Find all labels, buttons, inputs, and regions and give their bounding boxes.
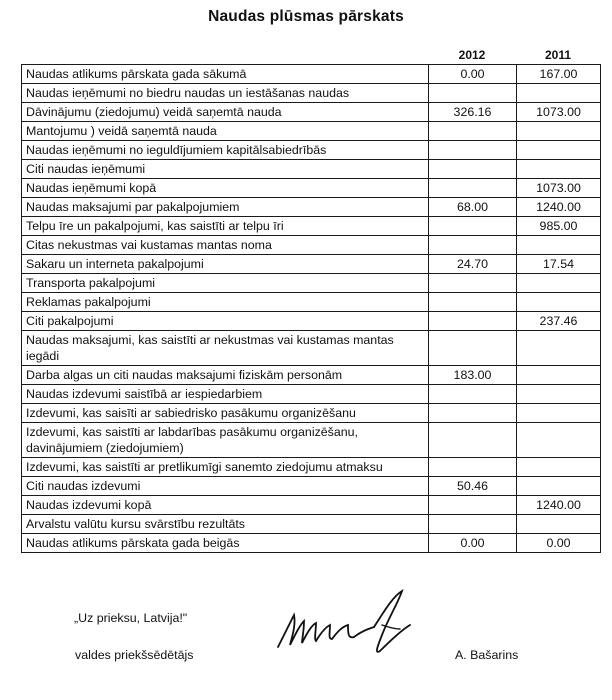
table-row <box>22 103 601 122</box>
value-2011: 1240.00 <box>517 496 601 515</box>
value-2012: 0.00 <box>429 65 517 84</box>
table-row <box>22 217 601 236</box>
row-label: Naudas maksajumi, kas saistīti ar nekustmas vai kustamas mantas iegādi <box>22 331 429 366</box>
signer-name: A. Bašarins <box>455 648 519 662</box>
table-row <box>22 404 601 423</box>
value-2012 <box>429 385 517 404</box>
value-2012 <box>429 312 517 331</box>
value-2012 <box>429 122 517 141</box>
value-2011: 17.54 <box>517 255 601 274</box>
table-row <box>22 65 601 84</box>
value-2012 <box>429 458 517 477</box>
value-2012: 24.70 <box>429 255 517 274</box>
value-2012 <box>429 274 517 293</box>
row-label: Izdevumi, kas saistīti ar labdarības pasākumu organizēšanu, davinājumiem (ziedojumiem) <box>22 423 429 458</box>
value-2012 <box>429 217 517 236</box>
value-2011: 1240.00 <box>517 198 601 217</box>
year-2012-header: 2012 <box>458 48 486 62</box>
table-row <box>22 477 601 496</box>
cash-flow-table <box>21 64 601 553</box>
year-header <box>0 48 612 64</box>
value-2011 <box>517 366 601 385</box>
row-label: Naudas ieņēmumi no biedru naudas un iestāšanas naudas <box>22 84 429 103</box>
table-row <box>22 293 601 312</box>
table-row <box>22 534 601 553</box>
cash-flow-table-body <box>22 65 601 553</box>
row-label: Izdevumi, kas saisīti ar sabiedrisko pasākumu organizēšanu <box>22 404 429 423</box>
value-2011 <box>517 458 601 477</box>
table-row <box>22 198 601 217</box>
value-2011: 1073.00 <box>517 103 601 122</box>
value-2012 <box>429 404 517 423</box>
row-label: Telpu īre un pakalpojumi, kas saistīti ar telpu īri <box>22 217 429 236</box>
value-2012 <box>429 515 517 534</box>
row-label: Sakaru un interneta pakalpojumi <box>22 255 429 274</box>
value-2012 <box>429 160 517 179</box>
value-2011 <box>517 236 601 255</box>
row-label: Naudas ieņēmumi kopā <box>22 179 429 198</box>
table-row <box>22 160 601 179</box>
row-label: Izdevumi, kas saistīti ar pretlikumīgi sanemto ziedojumu atmaksu <box>22 458 429 477</box>
value-2011 <box>517 122 601 141</box>
row-label: Mantojumu ) veidā saņemtā nauda <box>22 122 429 141</box>
value-2011 <box>517 404 601 423</box>
value-2011: 0.00 <box>517 534 601 553</box>
table-row <box>22 122 601 141</box>
table-row <box>22 515 601 534</box>
value-2012 <box>429 331 517 366</box>
table-row <box>22 458 601 477</box>
row-label: Naudas izdevumi saistībā ar iespiedarbiem <box>22 385 429 404</box>
value-2011 <box>517 515 601 534</box>
handwritten-signature <box>270 585 420 660</box>
table-row <box>22 141 601 160</box>
row-label: Citi pakalpojumi <box>22 312 429 331</box>
table-row <box>22 385 601 404</box>
table-row <box>22 84 601 103</box>
value-2011: 167.00 <box>517 65 601 84</box>
table-row <box>22 179 601 198</box>
value-2012: 50.46 <box>429 477 517 496</box>
row-label: Naudas ieņēmumi no ieguldījumiem kapitālsabiedrībās <box>22 141 429 160</box>
value-2011 <box>517 331 601 366</box>
value-2011 <box>517 385 601 404</box>
value-2011 <box>517 477 601 496</box>
value-2011: 985.00 <box>517 217 601 236</box>
row-label: Naudas atlikums pārskata gada beigās <box>22 534 429 553</box>
value-2012 <box>429 496 517 515</box>
row-label: Citi naudas ieņēmumi <box>22 160 429 179</box>
value-2011 <box>517 84 601 103</box>
value-2012 <box>429 179 517 198</box>
table-row <box>22 255 601 274</box>
value-2012 <box>429 423 517 458</box>
value-2011 <box>517 274 601 293</box>
value-2012 <box>429 84 517 103</box>
value-2012: 0.00 <box>429 534 517 553</box>
value-2011 <box>517 160 601 179</box>
row-label: Naudas izdevumi kopā <box>22 496 429 515</box>
year-2011-header: 2011 <box>544 48 572 62</box>
table-row <box>22 496 601 515</box>
value-2012: 183.00 <box>429 366 517 385</box>
row-label: Citas nekustmas vai kustamas mantas noma <box>22 236 429 255</box>
value-2012 <box>429 293 517 312</box>
value-2012 <box>429 141 517 160</box>
row-label: Citi naudas izdevumi <box>22 477 429 496</box>
value-2012 <box>429 236 517 255</box>
table-row <box>22 423 601 458</box>
value-2011 <box>517 423 601 458</box>
value-2012: 326.16 <box>429 103 517 122</box>
row-label: Naudas maksajumi par pakalpojumiem <box>22 198 429 217</box>
slogan: „Uz prieksu, Latvija!" <box>74 611 188 625</box>
value-2011: 237.46 <box>517 312 601 331</box>
value-2011: 1073.00 <box>517 179 601 198</box>
value-2012: 68.00 <box>429 198 517 217</box>
table-row <box>22 366 601 385</box>
signer-position: valdes priekšsēdētājs <box>75 648 194 662</box>
table-row <box>22 236 601 255</box>
table-row <box>22 274 601 293</box>
document-title: Naudas plūsmas pārskats <box>208 8 404 25</box>
value-2011 <box>517 141 601 160</box>
row-label: Darba algas un citi naudas maksajumi fiziskām personām <box>22 366 429 385</box>
row-label: Naudas atlikums pārskata gada sākumā <box>22 65 429 84</box>
row-label: Reklamas pakalpojumi <box>22 293 429 312</box>
value-2011 <box>517 293 601 312</box>
table-row <box>22 312 601 331</box>
row-label: Dāvinājumu (ziedojumu) veidā saņemtā nauda <box>22 103 429 122</box>
table-row <box>22 331 601 366</box>
row-label: Transporta pakalpojumi <box>22 274 429 293</box>
row-label: Arvalstu valūtu kursu svārstību rezultāts <box>22 515 429 534</box>
